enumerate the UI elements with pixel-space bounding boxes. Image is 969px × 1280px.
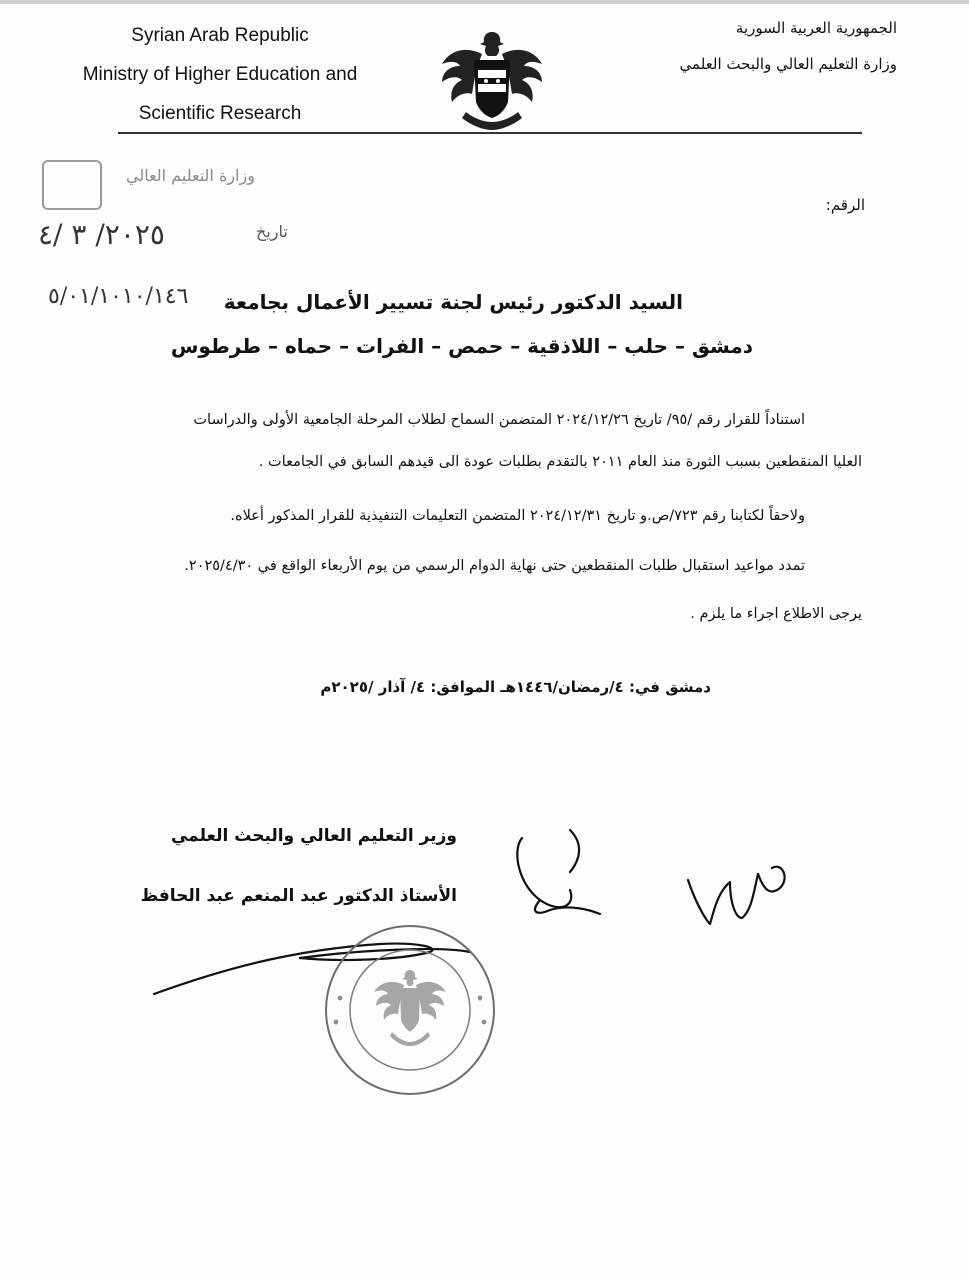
header-divider <box>118 132 862 134</box>
minister-title: وزير التعليم العالي والبحث العلمي <box>170 826 457 846</box>
reference-label: الرقم: <box>825 196 865 214</box>
addressee-block <box>170 280 753 368</box>
minister-name: الأستاذ الدكتور عبد المنعم عبد الحافظ <box>140 886 457 906</box>
stamp-text: وزارة التعليم العالي <box>126 166 255 185</box>
body-paragraph-1a: استناداً للقرار رقم /٩٥/ تاريخ ٢٠٢٤/١٢/٢٦ المتضمن السماح لطلاب المرحلة الجامعية الأولى والدراسات <box>193 412 805 428</box>
ministry-seal-icon <box>322 922 498 1098</box>
en-country: Syrian Arab Republic <box>131 25 309 46</box>
registration-date-value: ٢٠٢٥/ ٣ /٤ <box>38 218 165 251</box>
ar-ministry: وزارة التعليم العالي والبحث العلمي <box>679 55 897 73</box>
eagle-emblem-icon <box>436 24 548 134</box>
addressee-line2: دمشق – حلب – اللاذقية – حمص – الفرات – حماه – طرطوس <box>170 334 753 358</box>
issue-date-line: دمشق في: ٤/رمضان/١٤٤٦هـ الموافق: ٤/ آذار /٢٠٢٥م <box>320 678 711 696</box>
body-paragraph-3: تمدد مواعيد استقبال طلبات المنقطعين حتى نهاية الدوام الرسمي من يوم الأربعاء الواقع في ٢٠٢٥/٤/٣٠. <box>184 558 805 574</box>
ar-country: الجمهورية العربية السورية <box>735 19 897 37</box>
en-ministry-line1: Ministry of Higher Education and <box>82 64 358 85</box>
stamp-box-icon <box>42 160 102 210</box>
body-paragraph-2: ولاحقاً لكتابنا رقم ٧٢٣/ص.و تاريخ ٢٠٢٤/١٢/٣١ المتضمن التعليمات التنفيذية للقرار المذكور أعلاه. <box>230 508 805 524</box>
addressee-line1: السيد الدكتور رئيس لجنة تسيير الأعمال بجامعة <box>223 290 683 314</box>
arabic-letterhead <box>680 10 897 82</box>
scan-edge <box>0 0 969 4</box>
english-letterhead <box>60 16 380 133</box>
reference-number: ٥/٠١/١٠١٠/١٤٦ <box>48 284 189 309</box>
body-paragraph-1b: العليا المنقطعين بسبب الثورة منذ العام ٢٠١١ بالتقدم بطلبات عودة الى قيدهم السابق في الجامعات . <box>258 454 862 470</box>
registration-date-label: تاريخ <box>256 222 288 241</box>
en-ministry-line2: Scientific Research <box>138 103 302 124</box>
body-paragraph-4: يرجى الاطلاع اجراء ما يلزم . <box>690 606 862 622</box>
